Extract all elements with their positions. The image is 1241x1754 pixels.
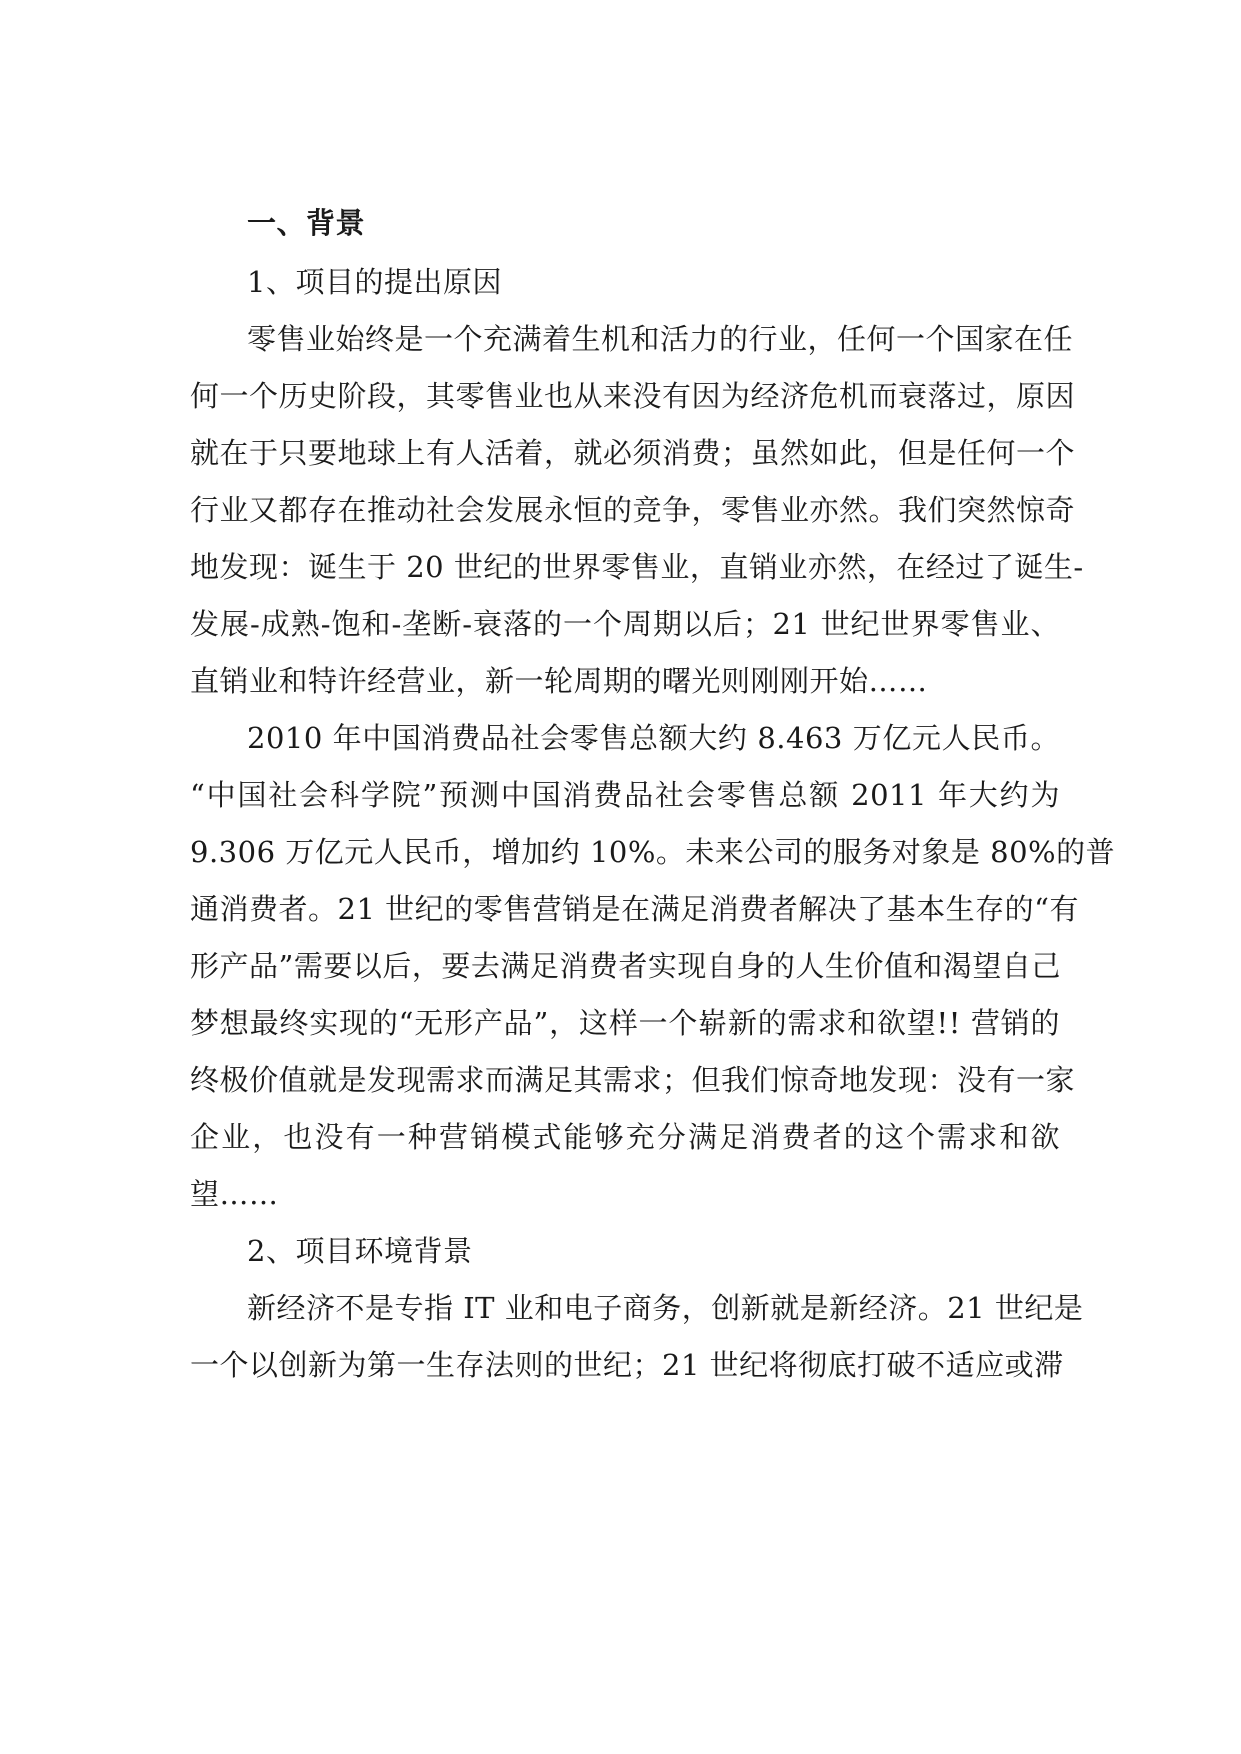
paragraph-line: 终极价值就是发现需求而满足其需求；但我们惊奇地发现：没有一家 (190, 1063, 1076, 1097)
section-heading: 一、背景 (247, 206, 366, 240)
paragraph-line: 零售业始终是一个充满着生机和活力的行业，任何一个国家在任 (247, 322, 1074, 356)
subheading-environment: 2、项目环境背景 (247, 1234, 473, 1268)
paragraph-line: 9.306 万亿元人民币，增加约 10%。未来公司的服务对象是 80%的普 (190, 835, 1116, 869)
paragraph-line: 一个以创新为第一生存法则的世纪；21 世纪将彻底打破不适应或滞 (190, 1348, 1064, 1382)
paragraph-line: 企业，也没有一种营销模式能够充分满足消费者的这个需求和欲 (190, 1120, 1060, 1154)
paragraph-line: 通消费者。21 世纪的零售营销是在满足消费者解决了基本生存的“有 (190, 892, 1079, 926)
paragraph-line: 2010 年中国消费品社会零售总额大约 8.463 万亿元人民币。 (247, 721, 1060, 755)
paragraph-line: 梦想最终实现的“无形产品”，这样一个崭新的需求和欲望!! 营销的 (190, 1006, 1060, 1040)
paragraph-line: 地发现：诞生于 20 世纪的世界零售业，直销业亦然，在经过了诞生- (190, 550, 1084, 584)
paragraph-line: “中国社会科学院”预测中国消费品社会零售总额 2011 年大约为 (190, 778, 1060, 812)
paragraph-line: 望…… (190, 1177, 279, 1211)
paragraph-line: 行业又都存在推动社会发展永恒的竞争，零售业亦然。我们突然惊奇 (190, 493, 1076, 527)
paragraph-line: 形产品”需要以后，要去满足消费者实现自身的人生价值和渴望自己 (190, 949, 1061, 983)
paragraph-line: 新经济不是专指 IT 业和电子商务，创新就是新经济。21 世纪是 (247, 1291, 1084, 1325)
paragraph-line: 就在于只要地球上有人活着，就必须消费；虽然如此，但是任何一个 (190, 436, 1076, 470)
paragraph-line: 何一个历史阶段，其零售业也从来没有因为经济危机而衰落过，原因 (190, 379, 1076, 413)
paragraph-line: 直销业和特许经营业，新一轮周期的曙光则刚刚开始…… (190, 664, 928, 698)
paragraph-line: 发展-成熟-饱和-垄断-衰落的一个周期以后；21 世纪世界零售业、 (190, 607, 1060, 641)
subheading-reason: 1、项目的提出原因 (247, 265, 502, 299)
